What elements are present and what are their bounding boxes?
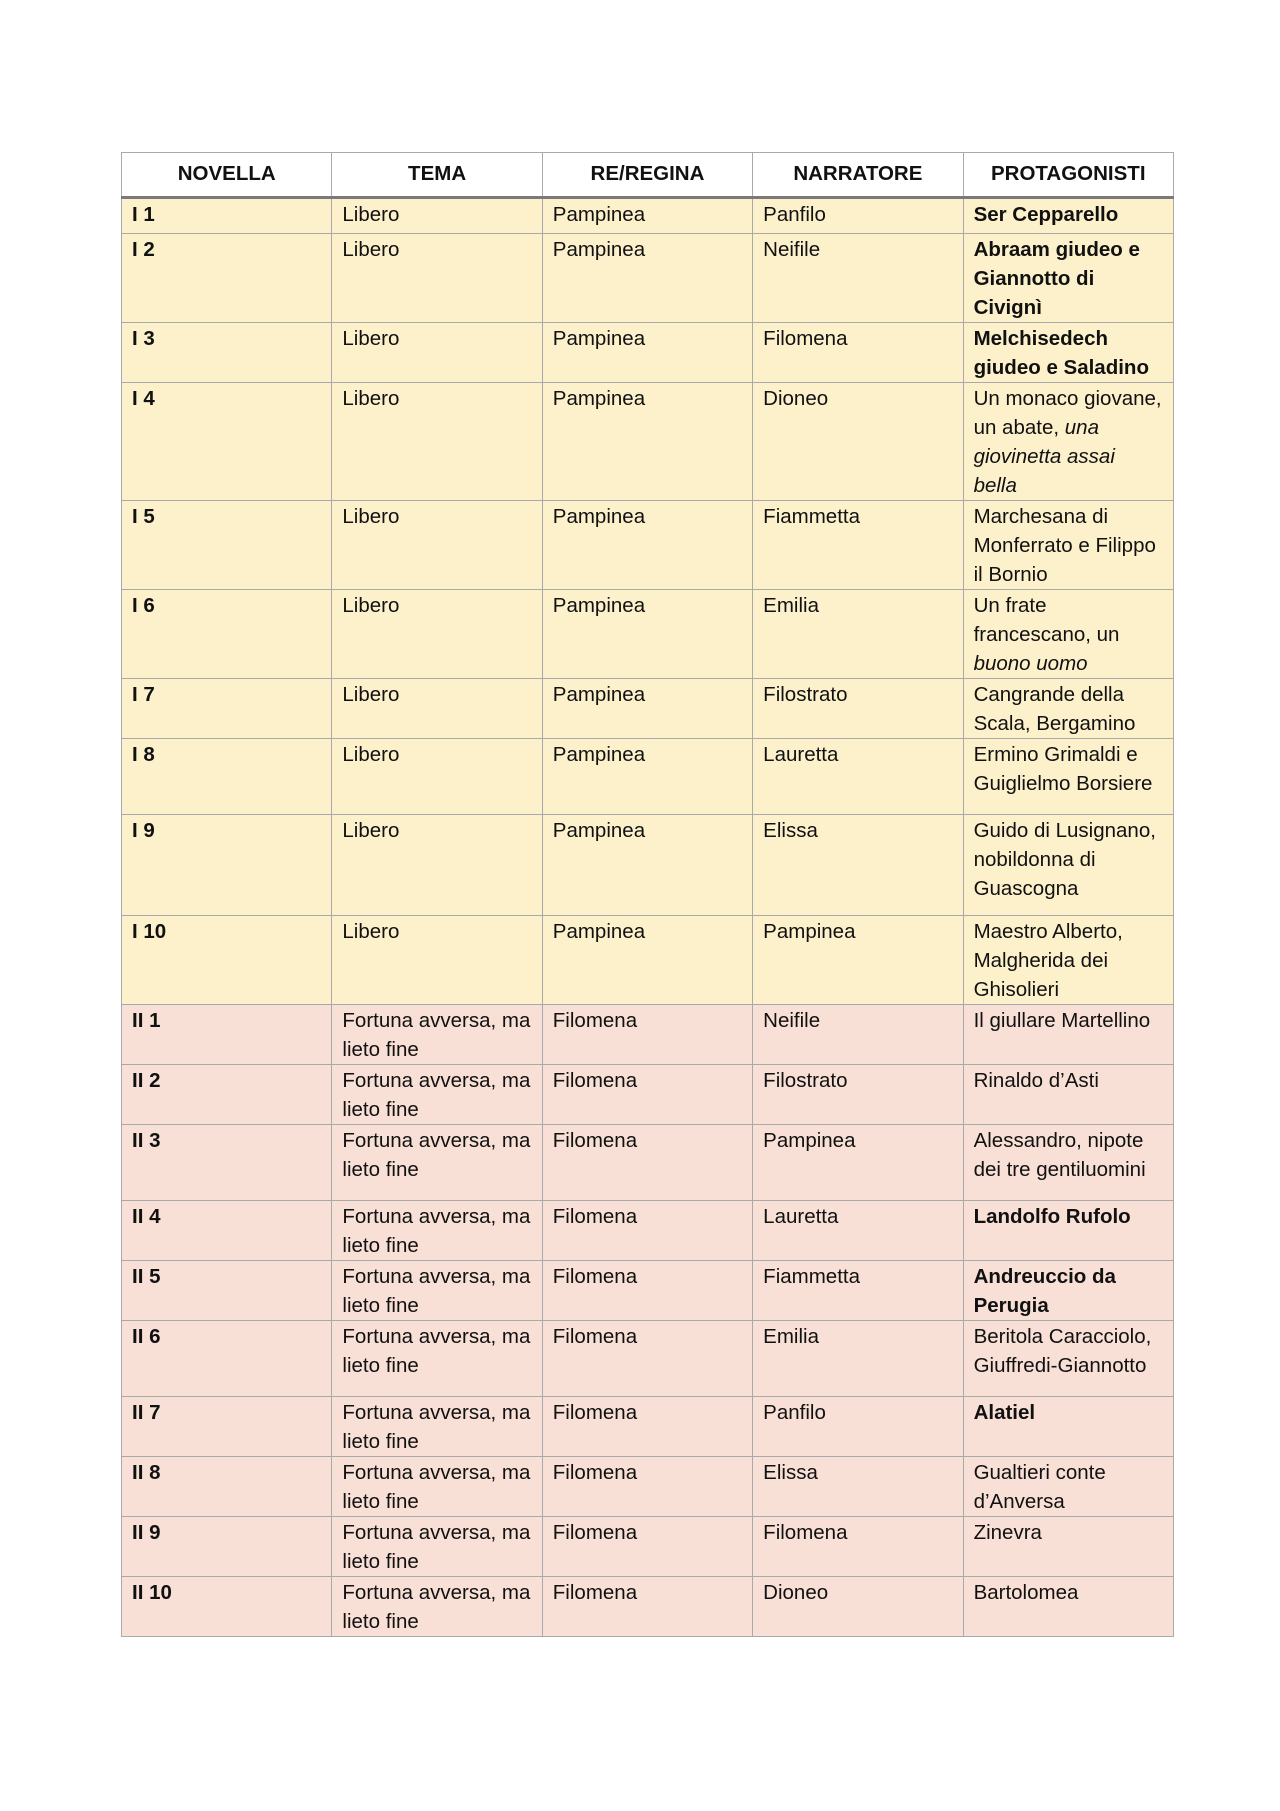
header-row (122, 153, 1174, 198)
novella-cell: II 1 (122, 1005, 332, 1065)
narratore-cell: Fiammetta (753, 501, 963, 590)
novella-cell: II 7 (122, 1397, 332, 1457)
table-row (122, 1577, 1174, 1637)
table-row (122, 323, 1174, 383)
regina-cell: Filomena (542, 1261, 752, 1321)
novella-cell: I 8 (122, 739, 332, 815)
novella-cell: I 6 (122, 590, 332, 679)
regina-cell: Pampinea (542, 739, 752, 815)
protagonisti-cell (963, 1201, 1173, 1261)
regina-cell: Pampinea (542, 383, 752, 501)
narratore-cell: Lauretta (753, 1201, 963, 1261)
tema-cell: Libero (332, 815, 542, 916)
regina-cell: Filomena (542, 1517, 752, 1577)
regina-cell: Pampinea (542, 815, 752, 916)
novella-cell: II 2 (122, 1065, 332, 1125)
protagonisti-cell (963, 1457, 1173, 1517)
narratore-cell: Pampinea (753, 1125, 963, 1201)
table-row (122, 590, 1174, 679)
header-tema: TEMA (332, 153, 542, 198)
protagonisti-text: Maestro Alberto, Malgherida dei Ghisolieri (973, 920, 1123, 1001)
protagonisti-text: Alessandro, nipote dei tre gentiluomini (973, 1129, 1146, 1181)
protagonisti-text: Abraam giudeo e Giannotto di Civignì (973, 238, 1140, 319)
regina-cell: Pampinea (542, 234, 752, 323)
narratore-cell: Elissa (753, 1457, 963, 1517)
protagonisti-cell (963, 383, 1173, 501)
protagonisti-text: Marchesana di Monferrato e Filippo il Bornio (973, 505, 1156, 586)
table-row (122, 916, 1174, 1005)
regina-cell: Filomena (542, 1005, 752, 1065)
protagonisti-cell (963, 590, 1173, 679)
table-row (122, 739, 1174, 815)
narratore-cell: Fiammetta (753, 1261, 963, 1321)
protagonisti-cell (963, 1577, 1173, 1637)
tema-cell: Fortuna avversa, ma lieto fine (332, 1321, 542, 1397)
table-row (122, 1005, 1174, 1065)
table-row (122, 383, 1174, 501)
narratore-cell: Filostrato (753, 1065, 963, 1125)
header-narratore: NARRATORE (753, 153, 963, 198)
narratore-cell: Emilia (753, 1321, 963, 1397)
tema-cell: Libero (332, 234, 542, 323)
tema-cell: Libero (332, 323, 542, 383)
protagonisti-text: Bartolomea (973, 1581, 1079, 1604)
novella-cell: I 4 (122, 383, 332, 501)
novella-cell: II 8 (122, 1457, 332, 1517)
novella-cell: II 10 (122, 1577, 332, 1637)
protagonisti-cell (963, 916, 1173, 1005)
table-row (122, 501, 1174, 590)
protagonisti-cell (963, 815, 1173, 916)
table-body (122, 198, 1174, 1637)
protagonisti-text: una giovinetta assai bella (973, 416, 1115, 497)
tema-cell: Libero (332, 383, 542, 501)
novella-cell: II 5 (122, 1261, 332, 1321)
protagonisti-text: Un monaco giovane, un abate, (973, 387, 1162, 439)
table-row (122, 1517, 1174, 1577)
protagonisti-text: Rinaldo d’Asti (973, 1069, 1099, 1092)
table-row (122, 815, 1174, 916)
protagonisti-text: Cangrande della Scala, Bergamino (973, 683, 1136, 735)
protagonisti-text: Ermino Grimaldi e Guiglielmo Borsiere (973, 743, 1153, 795)
protagonisti-text: Alatiel (973, 1401, 1036, 1424)
table-row (122, 198, 1174, 234)
protagonisti-text: Il giullare Martellino (973, 1009, 1151, 1032)
protagonisti-cell (963, 323, 1173, 383)
narratore-cell: Neifile (753, 234, 963, 323)
regina-cell: Pampinea (542, 679, 752, 739)
regina-cell: Pampinea (542, 501, 752, 590)
regina-cell: Pampinea (542, 198, 752, 234)
table-row (122, 679, 1174, 739)
tema-cell: Fortuna avversa, ma lieto fine (332, 1577, 542, 1637)
narratore-cell: Filomena (753, 1517, 963, 1577)
tema-cell: Fortuna avversa, ma lieto fine (332, 1125, 542, 1201)
protagonisti-text: Un frate francescano, un (973, 594, 1120, 646)
regina-cell: Filomena (542, 1321, 752, 1397)
regina-cell: Filomena (542, 1577, 752, 1637)
protagonisti-cell (963, 739, 1173, 815)
regina-cell: Filomena (542, 1397, 752, 1457)
table-row (122, 1261, 1174, 1321)
tema-cell: Libero (332, 501, 542, 590)
protagonisti-cell (963, 198, 1173, 234)
tema-cell: Libero (332, 590, 542, 679)
table-row (122, 1065, 1174, 1125)
protagonisti-cell (963, 1321, 1173, 1397)
regina-cell: Pampinea (542, 590, 752, 679)
table-row (122, 1457, 1174, 1517)
novella-cell: I 10 (122, 916, 332, 1005)
table-row (122, 1201, 1174, 1261)
protagonisti-cell (963, 501, 1173, 590)
protagonisti-cell (963, 234, 1173, 323)
protagonisti-text: Gualtieri conte d’Anversa (973, 1461, 1106, 1513)
protagonisti-text: buono uomo (973, 652, 1088, 675)
protagonisti-text: Zinevra (973, 1521, 1042, 1544)
novelle-table (121, 152, 1174, 1637)
protagonisti-text: Beritola Caracciolo, Giuffredi-Giannotto (973, 1325, 1152, 1377)
novella-cell: I 2 (122, 234, 332, 323)
tema-cell: Fortuna avversa, ma lieto fine (332, 1261, 542, 1321)
protagonisti-cell (963, 1005, 1173, 1065)
narratore-cell: Neifile (753, 1005, 963, 1065)
protagonisti-cell (963, 1065, 1173, 1125)
tema-cell: Fortuna avversa, ma lieto fine (332, 1397, 542, 1457)
protagonisti-text: Melchisedech giudeo e Saladino (973, 327, 1149, 379)
novella-cell: I 3 (122, 323, 332, 383)
novella-cell: I 7 (122, 679, 332, 739)
protagonisti-cell (963, 1125, 1173, 1201)
protagonisti-cell (963, 679, 1173, 739)
narratore-cell: Dioneo (753, 1577, 963, 1637)
narratore-cell: Dioneo (753, 383, 963, 501)
novella-cell: II 6 (122, 1321, 332, 1397)
novella-cell: II 9 (122, 1517, 332, 1577)
narratore-cell: Filostrato (753, 679, 963, 739)
header-protagonisti: PROTAGONISTI (963, 153, 1173, 198)
tema-cell: Libero (332, 679, 542, 739)
narratore-cell: Filomena (753, 323, 963, 383)
protagonisti-text: Guido di Lusignano, nobildonna di Guascogna (973, 819, 1156, 900)
tema-cell: Fortuna avversa, ma lieto fine (332, 1201, 542, 1261)
novella-cell: II 3 (122, 1125, 332, 1201)
narratore-cell: Elissa (753, 815, 963, 916)
novella-cell: I 9 (122, 815, 332, 916)
header-novella: NOVELLA (122, 153, 332, 198)
regina-cell: Filomena (542, 1201, 752, 1261)
table-row (122, 1397, 1174, 1457)
narratore-cell: Panfilo (753, 198, 963, 234)
regina-cell: Filomena (542, 1457, 752, 1517)
tema-cell: Fortuna avversa, ma lieto fine (332, 1065, 542, 1125)
narratore-cell: Pampinea (753, 916, 963, 1005)
protagonisti-cell (963, 1517, 1173, 1577)
table-row (122, 1125, 1174, 1201)
table-header (122, 153, 1174, 198)
tema-cell: Libero (332, 198, 542, 234)
novella-cell: I 1 (122, 198, 332, 234)
protagonisti-text: Ser Cepparello (973, 203, 1119, 226)
protagonisti-cell (963, 1397, 1173, 1457)
tema-cell: Fortuna avversa, ma lieto fine (332, 1517, 542, 1577)
narratore-cell: Lauretta (753, 739, 963, 815)
narratore-cell: Panfilo (753, 1397, 963, 1457)
regina-cell: Filomena (542, 1065, 752, 1125)
tema-cell: Libero (332, 739, 542, 815)
header-regina: RE/REGINA (542, 153, 752, 198)
regina-cell: Filomena (542, 1125, 752, 1201)
table-row (122, 1321, 1174, 1397)
tema-cell: Libero (332, 916, 542, 1005)
regina-cell: Pampinea (542, 323, 752, 383)
novella-cell: I 5 (122, 501, 332, 590)
protagonisti-text: Landolfo Rufolo (973, 1205, 1131, 1228)
protagonisti-cell (963, 1261, 1173, 1321)
tema-cell: Fortuna avversa, ma lieto fine (332, 1457, 542, 1517)
narratore-cell: Emilia (753, 590, 963, 679)
protagonisti-text: Andreuccio da Perugia (973, 1265, 1116, 1317)
regina-cell: Pampinea (542, 916, 752, 1005)
novella-cell: II 4 (122, 1201, 332, 1261)
tema-cell: Fortuna avversa, ma lieto fine (332, 1005, 542, 1065)
table-row (122, 234, 1174, 323)
